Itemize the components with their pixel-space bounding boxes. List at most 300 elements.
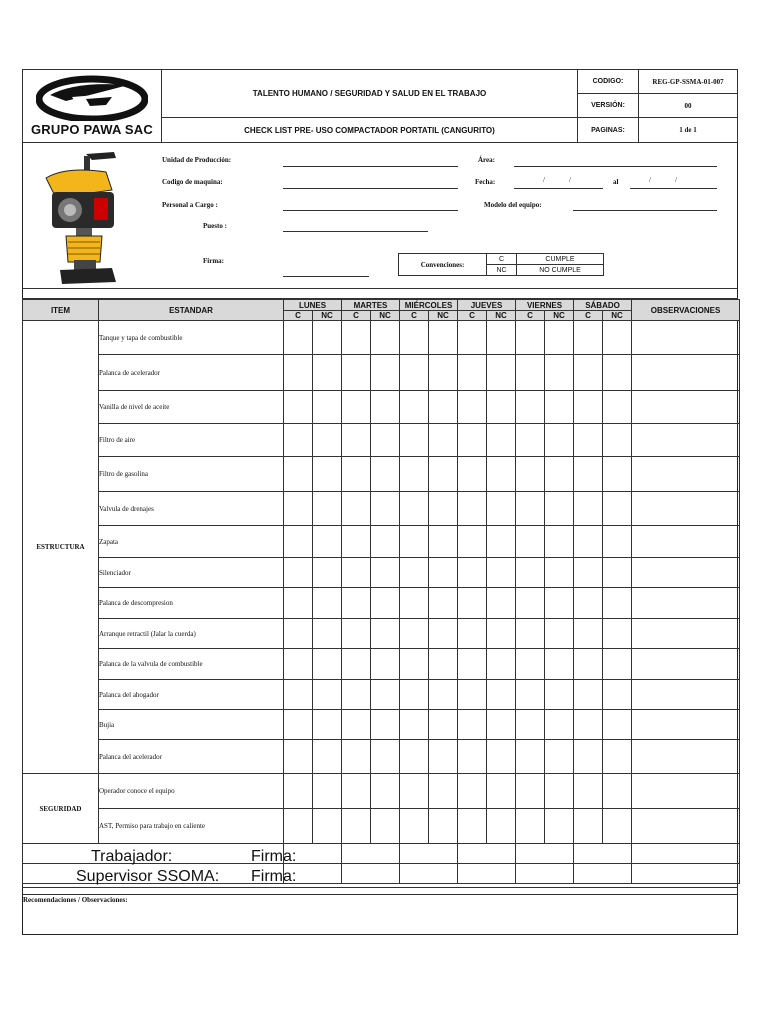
c-subheader: C [400,311,429,321]
unidad-field[interactable] [283,166,458,167]
signature-day-cell[interactable] [574,844,632,864]
check-c-cell[interactable] [458,526,487,558]
check-c-cell[interactable] [342,391,371,424]
check-nc-cell[interactable] [545,809,574,844]
c-subheader: C [342,311,371,321]
check-nc-cell[interactable] [371,457,400,492]
check-c-cell[interactable] [516,774,545,809]
signature-row [23,864,740,884]
check-c-cell[interactable] [574,558,603,588]
check-nc-cell[interactable] [545,710,574,740]
area-field[interactable] [514,166,717,167]
check-c-cell[interactable] [342,526,371,558]
check-c-cell[interactable] [284,774,313,809]
item-header: ITEM [23,300,99,321]
table-row [23,391,740,424]
puesto-label: Puesto : [203,222,227,230]
observation-cell[interactable] [632,649,740,680]
recomendaciones-label: Recomendaciones / Observaciones: [23,896,128,904]
check-c-cell[interactable] [284,809,313,844]
check-c-cell[interactable] [342,809,371,844]
check-c-cell[interactable] [342,492,371,526]
check-c-cell[interactable] [516,321,545,355]
check-c-cell[interactable] [516,424,545,457]
check-c-cell[interactable] [342,740,371,774]
supervisor-label: Supervisor SSOMA: [76,868,220,885]
check-nc-cell[interactable] [313,588,342,619]
logo-cell [22,69,162,143]
check-c-cell[interactable] [284,321,313,355]
check-nc-cell[interactable] [603,526,632,558]
check-nc-cell[interactable] [313,774,342,809]
check-nc-cell[interactable] [603,558,632,588]
standard-item: Arranque retractil (Jalar la cuerda) [99,619,284,649]
check-nc-cell[interactable] [603,680,632,710]
codigo-maquina-field[interactable] [283,188,458,189]
check-nc-cell[interactable] [371,355,400,391]
check-c-cell[interactable] [400,526,429,558]
check-nc-cell[interactable] [487,649,516,680]
check-nc-cell[interactable] [603,774,632,809]
observation-cell[interactable] [632,457,740,492]
check-c-cell[interactable] [400,774,429,809]
check-nc-cell[interactable] [429,680,458,710]
signature-day-cell[interactable] [400,844,458,864]
signature-day-cell[interactable] [458,864,516,884]
check-nc-cell[interactable] [487,391,516,424]
observation-cell[interactable] [632,710,740,740]
check-c-cell[interactable] [400,649,429,680]
check-nc-cell[interactable] [487,809,516,844]
nc-subheader: NC [371,311,400,321]
observation-cell[interactable] [632,321,740,355]
check-c-cell[interactable] [400,321,429,355]
check-c-cell[interactable] [400,619,429,649]
check-nc-cell[interactable] [371,492,400,526]
check-nc-cell[interactable] [429,619,458,649]
check-c-cell[interactable] [284,588,313,619]
check-c-cell[interactable] [342,457,371,492]
check-c-cell[interactable] [400,355,429,391]
signature-obs-cell[interactable] [632,844,740,864]
check-nc-cell[interactable] [371,774,400,809]
check-c-cell[interactable] [400,680,429,710]
supervisor-firma-label: Firma: [251,868,297,885]
check-c-cell[interactable] [516,457,545,492]
check-c-cell[interactable] [342,710,371,740]
check-nc-cell[interactable] [371,526,400,558]
check-c-cell[interactable] [516,588,545,619]
check-nc-cell[interactable] [371,424,400,457]
check-c-cell[interactable] [574,774,603,809]
check-nc-cell[interactable] [603,588,632,619]
table-row [23,457,740,492]
signature-day-cell[interactable] [342,864,400,884]
observation-cell[interactable] [632,774,740,809]
check-c-cell[interactable] [516,710,545,740]
check-c-cell[interactable] [342,649,371,680]
check-c-cell[interactable] [574,424,603,457]
check-nc-cell[interactable] [545,558,574,588]
check-nc-cell[interactable] [313,321,342,355]
signature-day-cell[interactable] [400,864,458,884]
check-nc-cell[interactable] [545,424,574,457]
check-nc-cell[interactable] [545,355,574,391]
check-c-cell[interactable] [516,649,545,680]
check-nc-cell[interactable] [545,774,574,809]
recomendaciones-box[interactable] [22,887,738,935]
check-nc-cell[interactable] [313,809,342,844]
check-c-cell[interactable] [342,774,371,809]
check-nc-cell[interactable] [313,710,342,740]
check-c-cell[interactable] [458,355,487,391]
check-c-cell[interactable] [458,321,487,355]
check-nc-cell[interactable] [487,710,516,740]
check-c-cell[interactable] [574,492,603,526]
check-nc-cell[interactable] [603,457,632,492]
check-nc-cell[interactable] [603,355,632,391]
check-nc-cell[interactable] [487,526,516,558]
check-nc-cell[interactable] [545,680,574,710]
check-nc-cell[interactable] [545,740,574,774]
conv-c-code: C [487,254,517,265]
company-logo-icon [36,75,148,121]
check-nc-cell[interactable] [313,492,342,526]
check-c-cell[interactable] [284,355,313,391]
check-c-cell[interactable] [516,558,545,588]
check-c-cell[interactable] [284,558,313,588]
check-c-cell[interactable] [458,619,487,649]
check-nc-cell[interactable] [313,355,342,391]
fecha-slash-3: / [649,176,651,184]
check-c-cell[interactable] [400,740,429,774]
check-nc-cell[interactable] [545,588,574,619]
check-nc-cell[interactable] [487,321,516,355]
conv-c-text: CUMPLE [517,254,604,265]
check-c-cell[interactable] [574,740,603,774]
check-nc-cell[interactable] [603,710,632,740]
check-c-cell[interactable] [574,619,603,649]
check-nc-cell[interactable] [313,649,342,680]
estandar-header: ESTANDAR [99,300,284,321]
convenciones-table [486,253,604,276]
check-nc-cell[interactable] [313,740,342,774]
table-row [23,809,740,844]
check-c-cell[interactable] [458,558,487,588]
check-c-cell[interactable] [516,740,545,774]
standard-item: Palanca del acelerador [99,740,284,774]
conv-nc-text: NO CUMPLE [517,265,604,276]
day-header: JUEVES [458,300,516,311]
check-nc-cell[interactable] [371,710,400,740]
table-row [23,588,740,619]
standard-item: Operador conoce el equipo [99,774,284,809]
standard-item: Filtro de gasolina [99,457,284,492]
check-nc-cell[interactable] [545,391,574,424]
check-c-cell[interactable] [284,649,313,680]
check-nc-cell[interactable] [313,680,342,710]
check-c-cell[interactable] [516,809,545,844]
check-c-cell[interactable] [284,424,313,457]
check-c-cell[interactable] [458,774,487,809]
table-row [23,619,740,649]
check-c-cell[interactable] [574,649,603,680]
check-c-cell[interactable] [400,391,429,424]
c-subheader: C [516,311,545,321]
check-nc-cell[interactable] [545,492,574,526]
check-c-cell[interactable] [574,321,603,355]
fecha-slash-2: / [569,176,571,184]
fecha-label: Fecha: [475,178,496,186]
table-row [23,492,740,526]
check-nc-cell[interactable] [371,321,400,355]
check-nc-cell[interactable] [429,355,458,391]
check-nc-cell[interactable] [429,710,458,740]
c-subheader: C [574,311,603,321]
check-nc-cell[interactable] [603,492,632,526]
unidad-label: Unidad de Producción: [162,156,232,164]
check-nc-cell[interactable] [371,809,400,844]
trabajador-signature-cell[interactable] [23,844,297,865]
signature-day-cell[interactable] [574,864,632,884]
version-label: VERSIÓN: [577,93,639,118]
check-nc-cell[interactable] [603,809,632,844]
check-c-cell[interactable] [458,424,487,457]
document-title: TALENTO HUMANO / SEGURIDAD Y SALUD EN EL TRABAJO [161,69,578,118]
check-c-cell[interactable] [400,558,429,588]
check-c-cell[interactable] [574,391,603,424]
check-nc-cell[interactable] [603,391,632,424]
observation-cell[interactable] [632,424,740,457]
check-c-cell[interactable] [284,740,313,774]
standard-item: Tanque y tapa de combustible [99,321,284,355]
check-nc-cell[interactable] [545,619,574,649]
check-c-cell[interactable] [516,680,545,710]
check-nc-cell[interactable] [545,526,574,558]
check-nc-cell[interactable] [371,558,400,588]
standard-item: Filtro de aire [99,424,284,457]
check-c-cell[interactable] [574,588,603,619]
check-c-cell[interactable] [342,355,371,391]
check-nc-cell[interactable] [429,457,458,492]
check-c-cell[interactable] [284,457,313,492]
signature-day-cell[interactable] [516,864,574,884]
standard-item: Palanca de acelerador [99,355,284,391]
check-nc-cell[interactable] [603,321,632,355]
check-nc-cell[interactable] [429,391,458,424]
table-row [23,774,740,809]
observation-cell[interactable] [632,740,740,774]
day-header: LUNES [284,300,342,311]
check-nc-cell[interactable] [313,619,342,649]
check-nc-cell[interactable] [487,680,516,710]
check-nc-cell[interactable] [487,457,516,492]
check-c-cell[interactable] [458,391,487,424]
table-row [23,558,740,588]
company-name: GRUPO PAWA SAC [31,122,153,137]
paginas-value: 1 de 1 [638,117,738,143]
check-c-cell[interactable] [284,680,313,710]
paginas-label: PAGINAS: [577,117,639,143]
check-c-cell[interactable] [458,492,487,526]
check-nc-cell[interactable] [371,649,400,680]
check-c-cell[interactable] [458,809,487,844]
check-c-cell[interactable] [574,710,603,740]
check-c-cell[interactable] [458,680,487,710]
table-row [23,526,740,558]
firma-field[interactable] [283,276,369,277]
check-c-cell[interactable] [342,424,371,457]
modelo-label: Modelo del equipo: [484,201,542,209]
check-nc-cell[interactable] [603,649,632,680]
check-c-cell[interactable] [284,710,313,740]
modelo-field[interactable] [573,210,717,211]
convenciones-box [398,253,487,276]
check-nc-cell[interactable] [487,740,516,774]
convenciones-label: Convenciones: [420,260,465,269]
check-c-cell[interactable] [400,424,429,457]
standard-item: AST, Permiso para trabajo en caliente [99,809,284,844]
nc-subheader: NC [603,311,632,321]
check-c-cell[interactable] [574,526,603,558]
fecha-desde-field[interactable] [514,188,603,189]
check-nc-cell[interactable] [313,558,342,588]
standard-item: Palanca de la valvula de combustible [99,649,284,680]
fecha-al-label: al [613,178,619,186]
check-c-cell[interactable] [458,588,487,619]
check-c-cell[interactable] [516,355,545,391]
check-nc-cell[interactable] [429,740,458,774]
check-nc-cell[interactable] [487,492,516,526]
check-c-cell[interactable] [284,492,313,526]
check-c-cell[interactable] [400,457,429,492]
check-nc-cell[interactable] [487,355,516,391]
day-header: VIERNES [516,300,574,311]
check-c-cell[interactable] [400,710,429,740]
check-nc-cell[interactable] [545,321,574,355]
check-nc-cell[interactable] [429,558,458,588]
observation-cell[interactable] [632,809,740,844]
personal-field[interactable] [283,210,458,211]
check-c-cell[interactable] [342,321,371,355]
section-separator [22,288,738,299]
check-c-cell[interactable] [400,492,429,526]
standard-item: Valvula de drenajes [99,492,284,526]
check-nc-cell[interactable] [371,391,400,424]
check-c-cell[interactable] [284,391,313,424]
check-nc-cell[interactable] [429,321,458,355]
check-c-cell[interactable] [400,809,429,844]
check-nc-cell[interactable] [487,558,516,588]
observation-cell[interactable] [632,355,740,391]
check-nc-cell[interactable] [487,774,516,809]
check-nc-cell[interactable] [429,424,458,457]
check-c-cell[interactable] [516,391,545,424]
fecha-hasta-field[interactable] [630,188,717,189]
check-c-cell[interactable] [516,526,545,558]
check-c-cell[interactable] [574,457,603,492]
check-c-cell[interactable] [516,619,545,649]
check-c-cell[interactable] [574,355,603,391]
table-row [23,649,740,680]
observation-cell[interactable] [632,588,740,619]
check-c-cell[interactable] [574,809,603,844]
check-nc-cell[interactable] [429,588,458,619]
check-nc-cell[interactable] [487,424,516,457]
check-nc-cell[interactable] [429,526,458,558]
observation-cell[interactable] [632,391,740,424]
check-nc-cell[interactable] [603,740,632,774]
check-nc-cell[interactable] [429,774,458,809]
check-c-cell[interactable] [342,680,371,710]
standard-item: Bujia [99,710,284,740]
check-c-cell[interactable] [458,649,487,680]
observation-cell[interactable] [632,680,740,710]
check-c-cell[interactable] [458,710,487,740]
standard-item: Palanca del ahogador [99,680,284,710]
fecha-slash-1: / [543,176,545,184]
check-c-cell[interactable] [458,740,487,774]
check-c-cell[interactable] [342,558,371,588]
supervisor-signature-cell[interactable] [23,864,297,885]
check-nc-cell[interactable] [313,526,342,558]
signature-day-cell[interactable] [342,844,400,864]
signature-obs-cell[interactable] [632,864,740,884]
observation-cell[interactable] [632,558,740,588]
signature-day-cell[interactable] [516,844,574,864]
check-nc-cell[interactable] [429,649,458,680]
table-row [23,424,740,457]
checklist-table [22,299,740,884]
observation-cell[interactable] [632,619,740,649]
nc-subheader: NC [429,311,458,321]
check-c-cell[interactable] [516,492,545,526]
check-c-cell[interactable] [400,588,429,619]
check-c-cell[interactable] [284,526,313,558]
check-nc-cell[interactable] [487,619,516,649]
observation-cell[interactable] [632,526,740,558]
check-nc-cell[interactable] [429,492,458,526]
check-c-cell[interactable] [342,619,371,649]
signature-day-cell[interactable] [458,844,516,864]
check-nc-cell[interactable] [371,588,400,619]
check-nc-cell[interactable] [429,809,458,844]
check-nc-cell[interactable] [371,619,400,649]
check-nc-cell[interactable] [545,649,574,680]
check-nc-cell[interactable] [313,424,342,457]
observation-cell[interactable] [632,492,740,526]
group-label: SEGURIDAD [23,774,99,844]
table-row [23,355,740,391]
check-nc-cell[interactable] [313,391,342,424]
standard-item: Palanca de descompresion [99,588,284,619]
check-nc-cell[interactable] [371,740,400,774]
check-nc-cell[interactable] [313,457,342,492]
check-nc-cell[interactable] [603,619,632,649]
c-subheader: C [458,311,487,321]
check-c-cell[interactable] [284,619,313,649]
puesto-field[interactable] [283,231,428,232]
check-nc-cell[interactable] [545,457,574,492]
nc-subheader: NC [545,311,574,321]
check-c-cell[interactable] [342,588,371,619]
document-header [22,69,738,143]
check-nc-cell[interactable] [603,424,632,457]
check-nc-cell[interactable] [487,588,516,619]
check-nc-cell[interactable] [371,680,400,710]
check-c-cell[interactable] [458,457,487,492]
check-c-cell[interactable] [574,680,603,710]
